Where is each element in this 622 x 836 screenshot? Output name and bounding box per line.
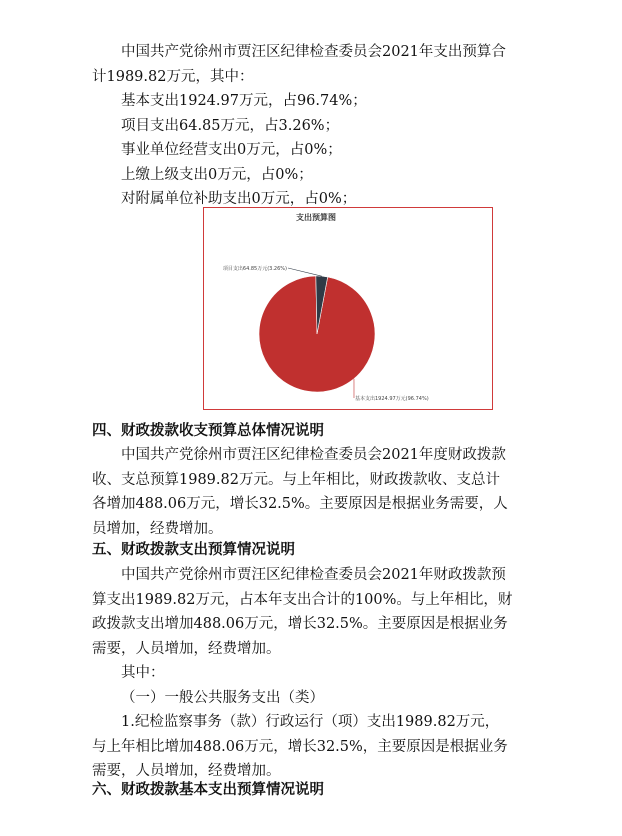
- section4-line-3: 各增加488.06万元，增长32.5%。主要原因是根据业务需要，人: [92, 496, 508, 512]
- section5-line-1: 中国共产党徐州市贾汪区纪律检查委员会2021年财政拨款预: [121, 567, 506, 583]
- intro-line-1: 中国共产党徐州市贾汪区纪律检查委员会2021年支出预算合: [121, 44, 506, 60]
- chart-title: 支出预算图: [296, 213, 336, 222]
- expenditure-pie-chart: [203, 207, 493, 410]
- budget-item-subsidy: 对附属单位补助支出0万元，占0%；: [121, 191, 357, 207]
- section4-paragraph: [92, 443, 547, 541]
- section5-paragraph: [92, 563, 547, 784]
- budget-item-basic: 基本支出1924.97万元，占96.74%；: [121, 93, 367, 109]
- section5-heading: 五、财政拨款支出预算情况说明: [92, 542, 295, 558]
- budget-item-business: 事业单位经营支出0万元，占0%；: [121, 142, 342, 158]
- budget-item-remit: 上缴上级支出0万元，占0%；: [121, 166, 313, 183]
- section4-line-2: 收、支总预算1989.82万元。与上年相比，财政拨款收、支总计: [92, 471, 500, 488]
- budget-item-project: 项目支出64.85万元，占3.26%；: [121, 117, 340, 134]
- section6-heading: 六、财政拨款基本支出预算情况说明: [92, 782, 324, 798]
- section5-line-3: 政拨款支出增加488.06万元，增长32.5%。主要原因是根据业务: [92, 616, 508, 632]
- intro-line-2: 计1989.82万元，其中：: [92, 68, 254, 85]
- section4-line-4: 员增加，经费增加。: [92, 520, 223, 537]
- section5-category: （一）一般公共服务支出（类）: [121, 689, 324, 706]
- intro-paragraph: [92, 40, 547, 212]
- section5-detail-line-2: 与上年相比增加488.06万元，增长32.5%，主要原因是根据业务: [92, 738, 508, 755]
- pie-label-project: 项目支出64.85万元(3.26%): [222, 266, 287, 272]
- section5-detail-line-3: 需要，人员增加，经费增加。: [92, 763, 281, 779]
- section4-line-1: 中国共产党徐州市贾汪区纪律检查委员会2021年度财政拨款: [121, 447, 506, 463]
- section5-detail-line-1: 1.纪检监察事务（款）行政运行（项）支出1989.82万元，: [121, 714, 500, 730]
- section5-among: 其中：: [121, 665, 165, 681]
- pie-label-basic: 基本支出1924.97万元(96.74%): [355, 396, 429, 402]
- section4-heading: 四、财政拨款收支预算总体情况说明: [92, 423, 324, 439]
- section5-line-2: 算支出1989.82万元，占本年支出合计的100%。与上年相比，财: [92, 591, 513, 608]
- section5-line-4: 需要，人员增加，经费增加。: [92, 640, 281, 657]
- pie-chart-svg: [204, 208, 491, 408]
- pie-label-project-leader: [288, 268, 322, 276]
